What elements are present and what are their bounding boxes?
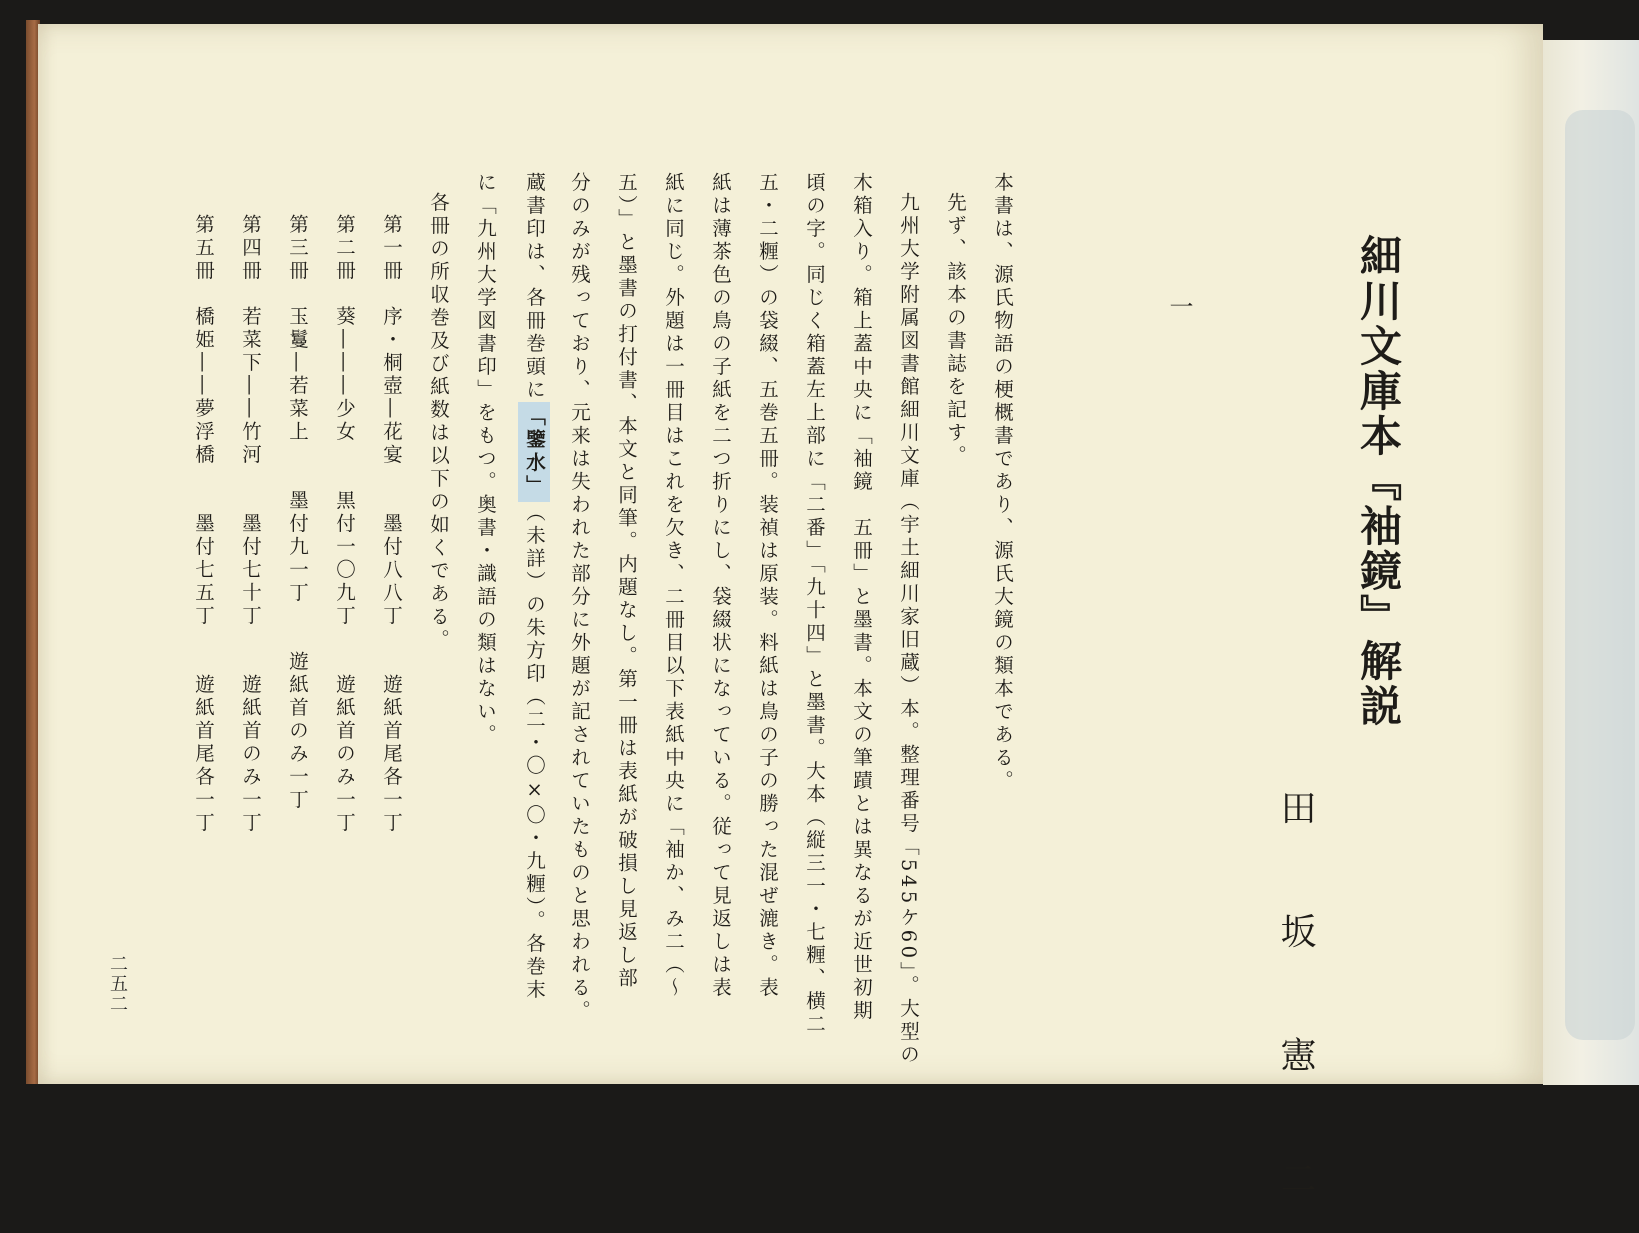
volume-row: 第二冊 葵―――少女 黒付一〇九丁 遊紙首のみ一丁 — [333, 214, 356, 835]
body-line: 五）」と墨書の打付書、本文と同筆。内題なし。第一冊は表紙が破損し見返し部 — [615, 172, 638, 991]
body-line: 木箱入り。箱上蓋中央に「袖鏡 五冊」と墨書。本文の筆蹟とは異なるが近世初期 — [850, 172, 873, 1023]
body-line: 紙に同じ。外題は一冊目はこれを欠き、二冊目以下表紙中央に「袖か、み二（～ — [662, 172, 685, 1000]
facing-page-edge — [1543, 40, 1639, 1085]
author-name: 田 坂 憲 二 — [1275, 789, 1316, 1233]
body-line: 蔵書印は、各冊巻頭に「鑒水」（未詳）の朱方印（二・〇×〇・九糎）。各巻末 — [518, 172, 550, 1002]
volume-row: 第五冊 橋姫――夢浮橋 墨付七五丁 遊紙首尾各一丁 — [192, 214, 215, 835]
page-stain — [1565, 110, 1635, 1040]
page-title: 細川文庫本『袖鏡』解説 — [1354, 234, 1403, 729]
body-line: 各冊の所収巻及び紙数は以下の如くである。 — [427, 192, 450, 652]
body-line: 頃の字。同じく箱蓋左上部に「二番」「九十四」と墨書。大本（縦三一・七糎、横二 — [803, 172, 826, 1037]
volume-row: 第三冊 玉鬘―若菜上 墨付九一丁 遊紙首のみ一丁 — [286, 214, 309, 812]
body-line: 分のみが残っており、元来は失われた部分に外題が記されていたものと思われる。 — [568, 172, 591, 1023]
body-line: に「九州大学図書印」をもつ。奥書・識語の類はない。 — [474, 172, 497, 747]
volume-row: 第一冊 序・桐壺―花宴 墨付八八丁 遊紙首尾各一丁 — [380, 214, 403, 835]
body-line: 先ず、該本の書誌を記す。 — [944, 192, 967, 468]
body-line: 本書は、源氏物語の梗概書であり、源氏大鏡の類本である。 — [991, 172, 1014, 793]
book-page — [38, 24, 1543, 1233]
body-line: 九州大学附属図書館細川文庫（宇土細川家旧蔵）本。整理番号「545ケ60」。大型の — [897, 192, 920, 1067]
section-number: 一 — [1165, 294, 1193, 318]
page-number: 二五二 — [107, 954, 128, 1014]
seal-highlight: 「鑒水」 — [518, 402, 550, 502]
volume-row: 第四冊 若菜下――竹河 墨付七十丁 遊紙首のみ一丁 — [239, 214, 262, 835]
body-line: 五・二糎）の袋綴、五巻五冊。装禎は原装。料紙は鳥の子の勝った混ぜ漉き。表 — [756, 172, 779, 1000]
body-line: 紙は薄茶色の鳥の子紙を二つ折りにし、袋綴状になっている。従って見返しは表 — [709, 172, 732, 1000]
